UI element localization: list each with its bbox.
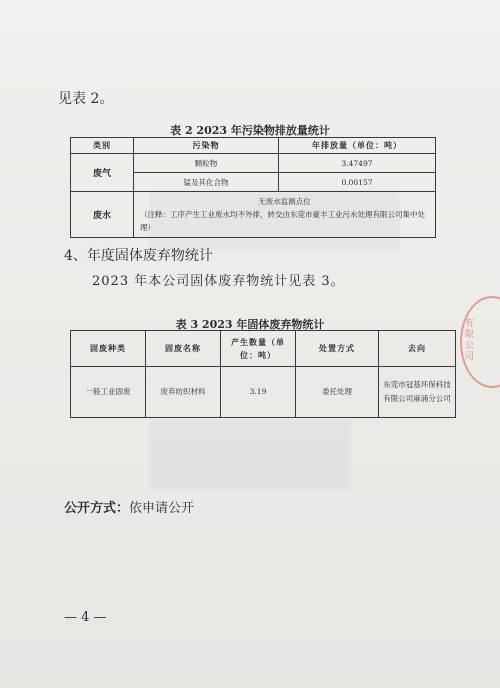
- disclosure-label: 公开方式：: [64, 501, 130, 516]
- pollutant-cell: 锰及其化合物: [134, 173, 279, 192]
- solid-waste-table: [70, 330, 456, 418]
- amount-cell: 3.47497: [279, 154, 436, 173]
- table-header: 固废名称: [146, 331, 221, 367]
- amount-cell: 0.00157: [279, 173, 436, 192]
- table2-caption: 表 2 2023 年污染物排放量统计: [170, 124, 330, 137]
- pollutant-table: [70, 137, 436, 238]
- waste-amount-cell: 3.19: [221, 367, 296, 418]
- category-cell: 废气: [71, 154, 134, 192]
- disclosure-line: [64, 497, 194, 516]
- disclosure-value: 依申请公开: [129, 501, 195, 516]
- wastewater-note: （注释：工序产生工业废水均不外排，转交由东莞市豪丰工业污水处理有限公司集中处理）: [140, 210, 425, 232]
- pollutant-cell: 颗粒物: [134, 154, 279, 173]
- waste-type-cell: 一般工业固废: [71, 367, 146, 418]
- waste-name-cell: 废弃纺织材料: [146, 367, 221, 418]
- bleed-through: [150, 420, 350, 490]
- table-header: 产生数量（单位：吨）: [221, 331, 296, 367]
- wastewater-line: 无废水监测点位: [258, 197, 311, 206]
- category-cell: 废水: [71, 192, 134, 238]
- table3-caption: 表 3 2023 年固体废弃物统计: [175, 318, 325, 331]
- section-heading: 4、年度固体废弃物统计: [64, 248, 213, 264]
- wastewater-note-cell: [134, 192, 436, 238]
- table-header: 年排放量（单位：吨）: [279, 138, 436, 154]
- seal-text: 有限公司: [463, 318, 473, 362]
- table-row: [71, 367, 456, 418]
- section-paragraph: 2023 年本公司固体废弃物统计见表 3。: [92, 274, 345, 289]
- table-header: 污染物: [134, 138, 279, 154]
- table-header: 处置方式: [296, 331, 379, 367]
- table-header: 类别: [71, 138, 134, 154]
- intro-text: 见表 2。: [58, 91, 114, 107]
- page-number: — 4 —: [64, 610, 107, 625]
- disposal-cell: 委托处理: [296, 367, 379, 418]
- destination-cell: 东莞市冠基环保科技有限公司麻涌分公司: [379, 367, 456, 418]
- table-header: 固废种类: [71, 331, 146, 367]
- table-header: 去向: [379, 331, 456, 367]
